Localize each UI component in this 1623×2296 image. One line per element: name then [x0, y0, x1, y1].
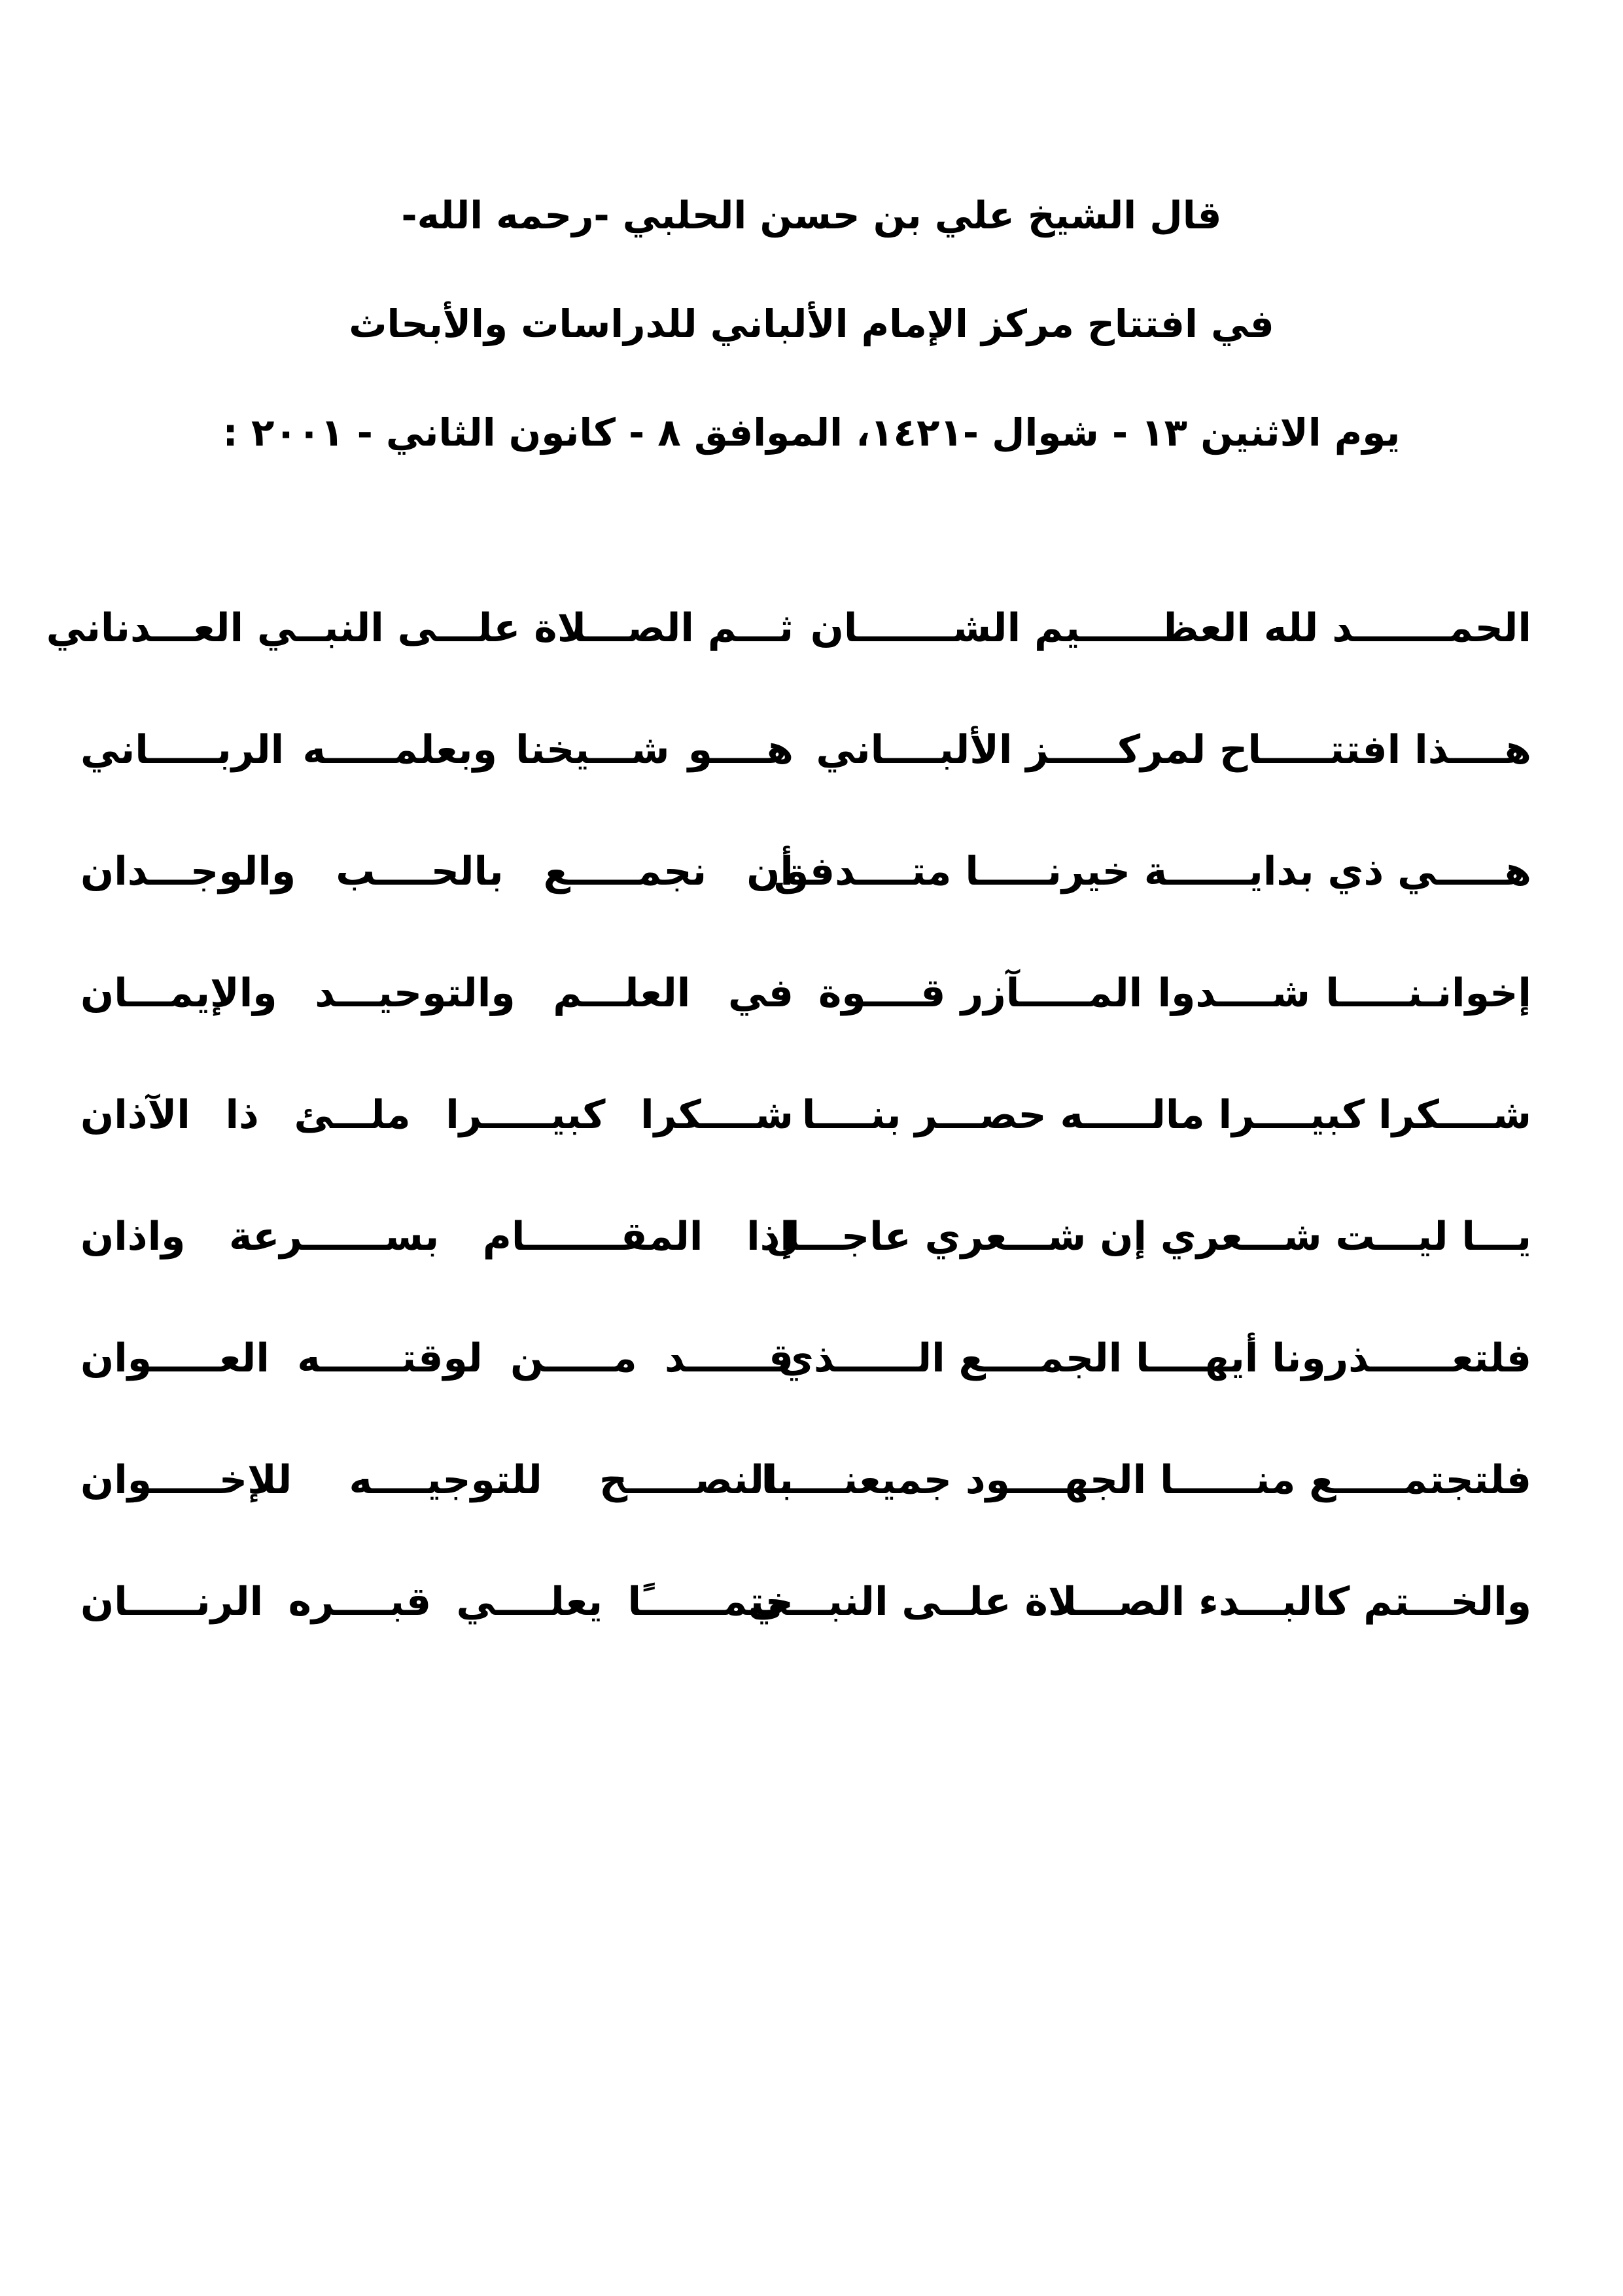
verse	[0, 1214, 1623, 1335]
verse-first-hemistich: فلتعــــــذرونا أيهــــا الجمــــع الــــــذي	[777, 1335, 1531, 1381]
verse-first-hemistich: هــــذا افتتـــــاح لمركـــــز الألبــــاني	[816, 727, 1531, 773]
verse	[0, 1457, 1623, 1579]
verse-second-hemistich: ثـــم الصـــلاة علـــى النبــي العـــدناني	[46, 605, 794, 651]
verse	[0, 849, 1623, 970]
verse-second-hemistich: قــــــد مـــــن لوقتــــــه العـــــوان	[80, 1335, 794, 1381]
verse	[0, 1335, 1623, 1457]
verse	[0, 727, 1623, 849]
verse-first-hemistich: شــــكرا كبيــــرا مالـــــه حصـــر بنــــا	[801, 1092, 1531, 1138]
poem	[0, 605, 1623, 1701]
verse-first-hemistich: الحمـــــــد لله العظــــــيم الشـــــــان	[810, 605, 1531, 651]
verse	[0, 1092, 1623, 1214]
verse-first-hemistich: إخوانـنـــــا شــــدوا المـــــآزر قــــوة	[818, 970, 1531, 1016]
verse-second-hemistich: أن نجمـــــع بالحــــب والوجـــدان	[80, 849, 794, 894]
intro-line-occasion: في افتتاح مركز الإمام الألباني للدراسات والأبحاث	[349, 302, 1274, 346]
verse-second-hemistich: هــــو شـــيخنا وبعلمـــــه الربـــــاني	[80, 727, 794, 773]
intro-line-date: يوم الاثنين ١٣ - شوال -١٤٢١، الموافق ٨ - كانون الثاني - ٢٠٠١ :	[222, 410, 1401, 455]
verse-first-hemistich: هـــــي ذي بدايــــــة خيرنـــــا متــــدفق	[773, 849, 1531, 894]
verse	[0, 1579, 1623, 1701]
verse-second-hemistich: إذا المقـــــــام بســــــرعة واذان	[80, 1214, 794, 1260]
intro-line-attribution: قال الشيخ علي بن حسن الحلبي -رحمه الله-	[401, 193, 1222, 238]
verse-second-hemistich: ختمــــــًا يعلــــي قبــــره الرنـــــان	[80, 1579, 794, 1625]
verse	[0, 970, 1623, 1092]
verse-first-hemistich: والخـــتم كالبـــدء الصـــلاة علــى النبـــي	[748, 1579, 1531, 1625]
verse-first-hemistich: فلتجتمـــــع منــــــا الجهــــود جميعنـــــا	[761, 1457, 1531, 1503]
verse-second-hemistich: شــــكرا كبيـــــرا ملـــئ ذا الآذان	[80, 1092, 794, 1138]
verse-first-hemistich: يـــا ليـــت شـــعري إن شـــعري عاجـــل	[765, 1214, 1531, 1260]
verse-second-hemistich: بالنصـــــح للتوجيــــه للإخـــــوان	[80, 1457, 794, 1503]
verse	[0, 605, 1623, 727]
verse-second-hemistich: في العلـــم والتوحيـــد والإيمـــان	[80, 970, 794, 1016]
poem-introduction	[0, 193, 1623, 522]
